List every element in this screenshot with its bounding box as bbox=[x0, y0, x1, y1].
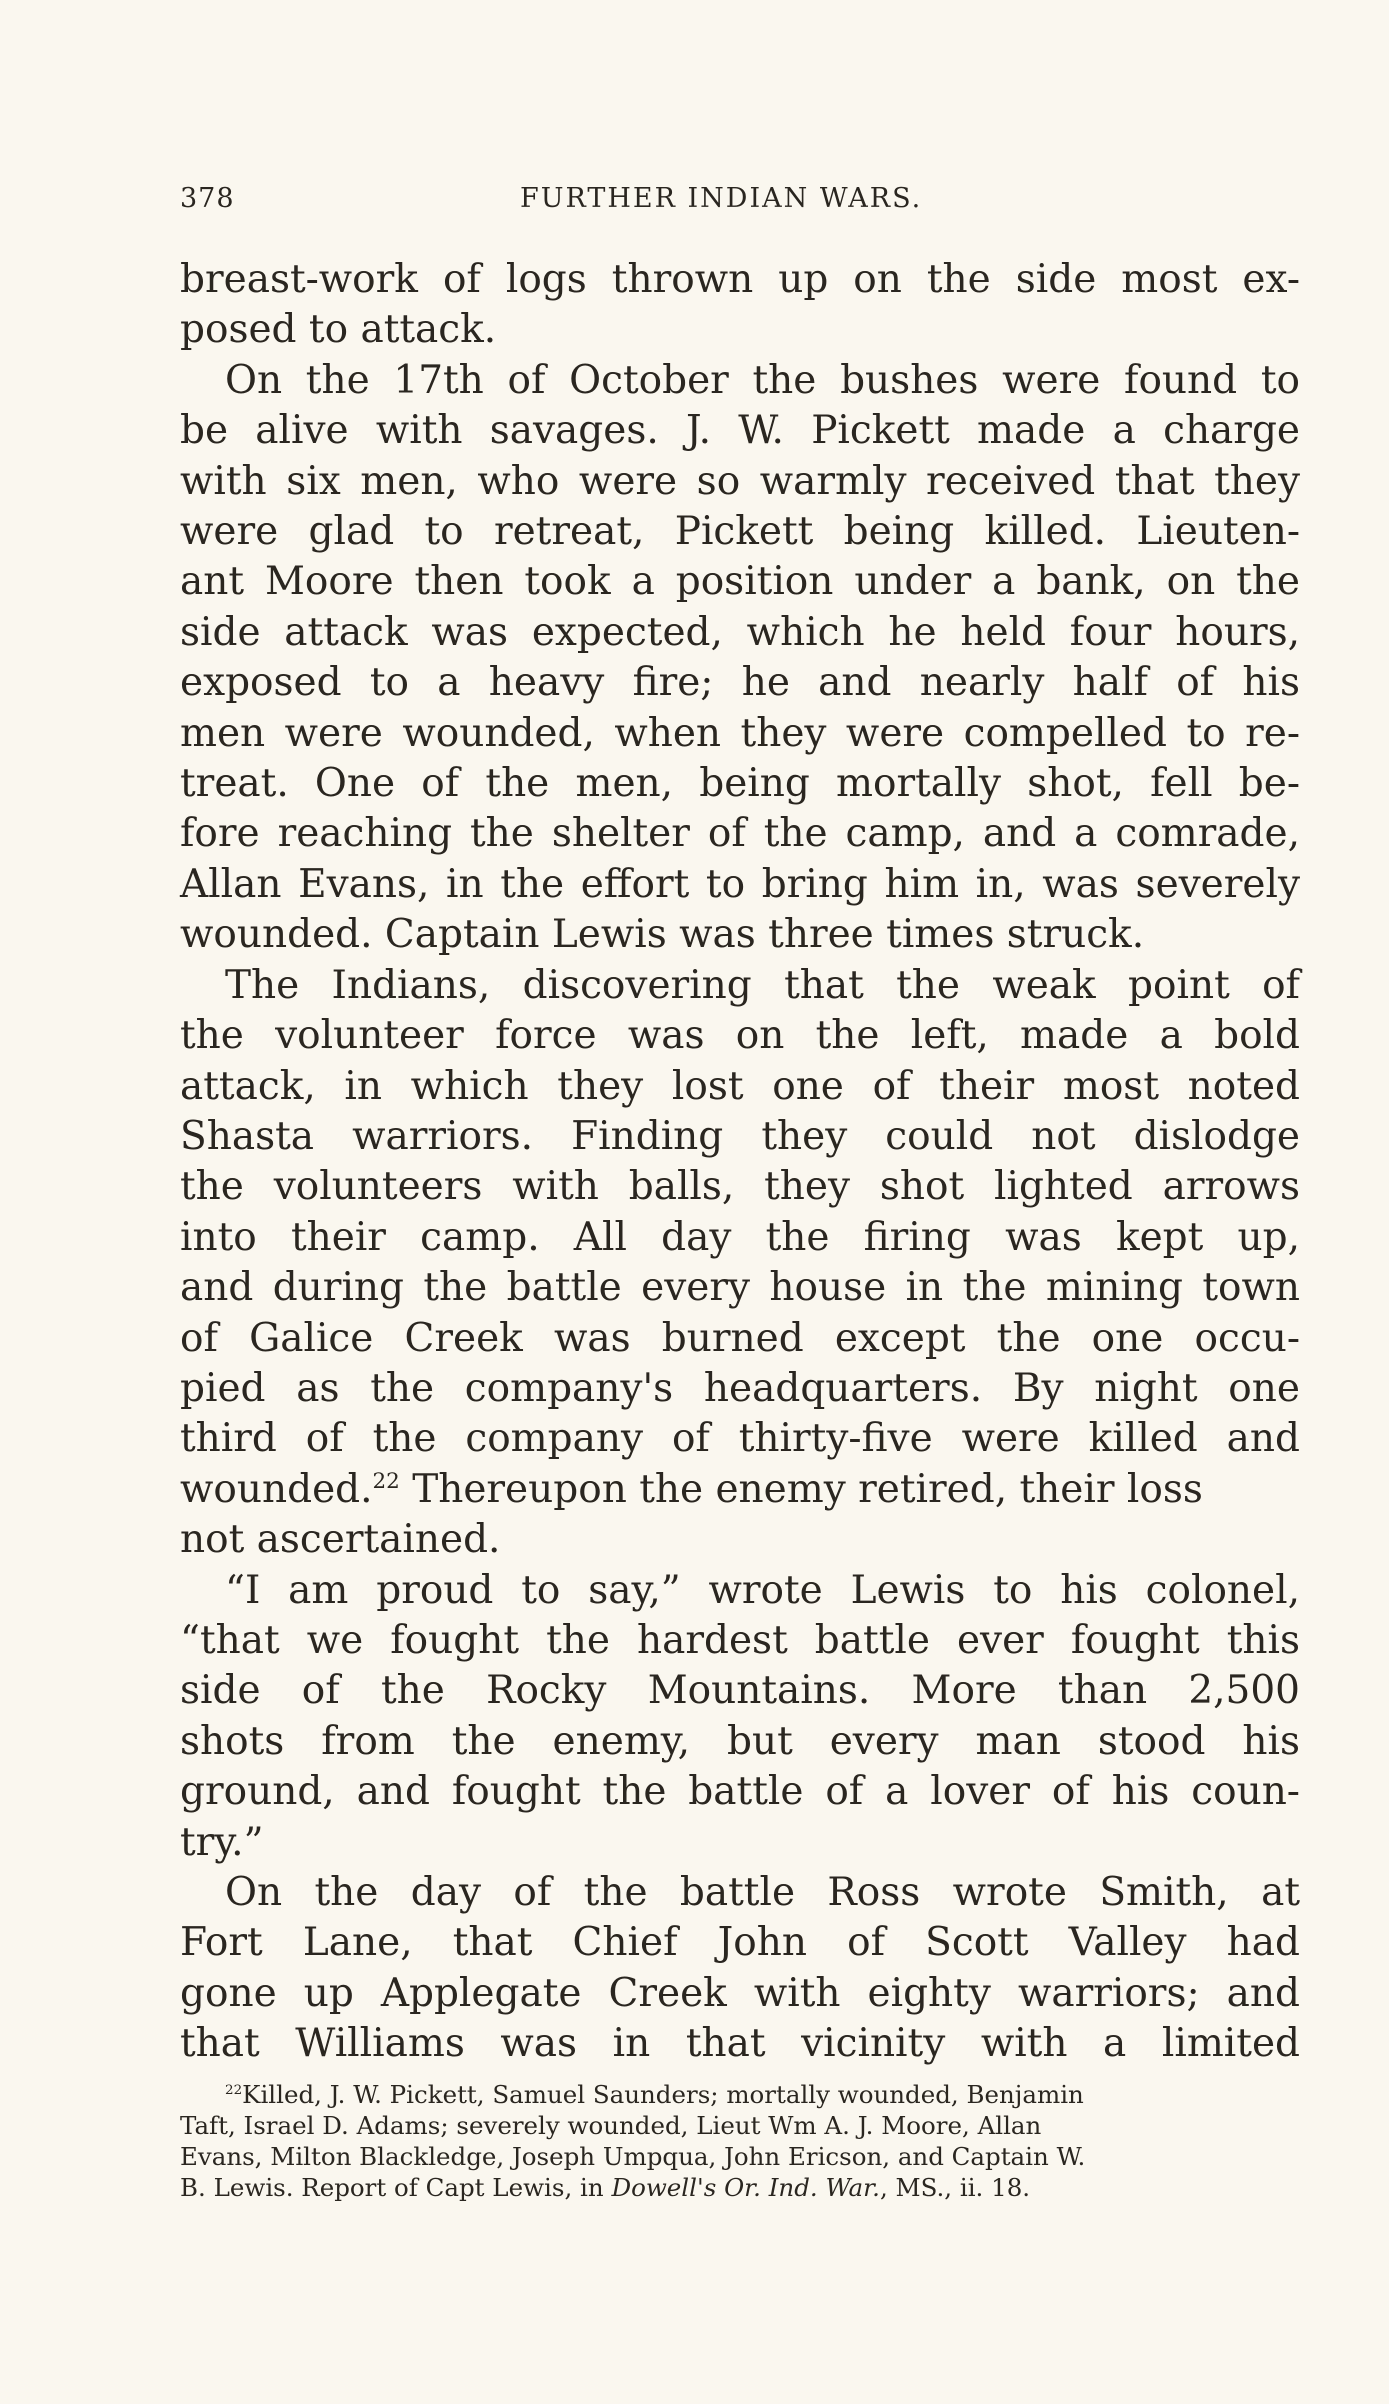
page-header bbox=[180, 183, 1300, 219]
text-line: the volunteers with balls, they shot lighted arrows bbox=[180, 1164, 1300, 1210]
footnote-reference: 22 bbox=[372, 1468, 400, 1494]
text-line: third of the company of thirty-five were killed and bbox=[180, 1416, 1300, 1462]
footnote bbox=[180, 2079, 1300, 2203]
text-line: On the 17th of October the bushes were found to bbox=[225, 357, 1300, 403]
text-line: not ascertained. bbox=[180, 1517, 501, 1563]
footnote-line bbox=[180, 2172, 1300, 2203]
text-line: that Williams was in that vicinity with a limited bbox=[180, 2021, 1300, 2067]
text-line: Fort Lane, that Chief John of Scott Valley had bbox=[180, 1920, 1300, 1966]
text-line: ground, and fought the battle of a lover of his coun- bbox=[180, 1769, 1300, 1815]
text-line: “that we fought the hardest battle ever fought this bbox=[180, 1617, 1300, 1663]
text-line: side attack was expected, which he held four hours, bbox=[180, 609, 1300, 655]
text-fragment: B. Lewis. Report of Capt Lewis, in bbox=[180, 2173, 612, 2202]
text-line: pied as the company's headquarters. By night one bbox=[180, 1365, 1300, 1411]
text-line: fore reaching the shelter of the camp, and a comrade, bbox=[180, 811, 1300, 857]
text-line: wounded. Captain Lewis was three times struck. bbox=[180, 912, 1145, 958]
text-line: On the day of the battle Ross wrote Smith, at bbox=[225, 1870, 1300, 1915]
footnote-line: Taft, Israel D. Adams; severely wounded, Lieut Wm A. J. Moore, Allan bbox=[180, 2111, 1042, 2140]
citation-title: Dowell's Or. Ind. War. bbox=[611, 2173, 880, 2202]
text-line: try.” bbox=[180, 1819, 264, 1865]
text-line: into their camp. All day the firing was kept up, bbox=[180, 1214, 1300, 1260]
text-fragment: Thereupon the enemy retired, their loss bbox=[399, 1466, 1203, 1512]
text-line: were glad to retreat, Pickett being killed. Lieuten- bbox=[180, 509, 1300, 555]
text-line: gone up Applegate Creek with eighty warriors; and bbox=[180, 1970, 1300, 2016]
text-line: posed to attack. bbox=[180, 307, 497, 353]
text-line: of Galice Creek was burned except the one occu- bbox=[180, 1315, 1300, 1361]
text-fragment: , MS., ii. 18. bbox=[879, 2173, 1031, 2202]
text-line: Shasta warriors. Finding they could not dislodge bbox=[180, 1113, 1300, 1159]
text-line: “I am proud to say,” wrote Lewis to his colonel, bbox=[225, 1567, 1300, 1613]
text-line: ant Moore then took a position under a bank, on the bbox=[180, 559, 1300, 605]
text-line: be alive with savages. J. W. Pickett made a charge bbox=[180, 408, 1300, 454]
text-line: men were wounded, when they were compelled to re- bbox=[180, 710, 1300, 756]
text-line: treat. One of the men, being mortally shot, fell be- bbox=[180, 761, 1300, 807]
text-line: the volunteer force was on the left, made a bold bbox=[180, 1013, 1300, 1059]
text-line bbox=[180, 1465, 1300, 1515]
text-line: Allan Evans, in the effort to bring him in, was severely bbox=[180, 861, 1300, 907]
text-line: The Indians, discovering that the weak point of bbox=[225, 962, 1300, 1008]
text-line: attack, in which they lost one of their most noted bbox=[180, 1063, 1300, 1109]
text-line: breast-work of logs thrown up on the side most ex- bbox=[180, 257, 1300, 302]
text-line: shots from the enemy, but every man stood his bbox=[180, 1718, 1300, 1764]
text-line: and during the battle every house in the mining town bbox=[180, 1265, 1300, 1311]
text-line: with six men, who were so warmly received that they bbox=[180, 458, 1300, 504]
footnote-marker: 22 bbox=[225, 2081, 243, 2098]
text-line: exposed to a heavy fire; he and nearly half of his bbox=[180, 660, 1300, 706]
running-head: FURTHER INDIAN WARS. bbox=[520, 183, 923, 214]
text-line: side of the Rocky Mountains. More than 2,500 bbox=[180, 1668, 1300, 1714]
body-text bbox=[180, 255, 1300, 2070]
text-fragment: Killed, J. W. Pickett, Samuel Saunders; mortally wounded, Benjamin bbox=[242, 2080, 1084, 2109]
page-number: 378 bbox=[180, 183, 235, 214]
footnote-line: Evans, Milton Blackledge, Joseph Umpqua, John Ericson, and Captain W. bbox=[180, 2142, 1086, 2171]
text-fragment: wounded. bbox=[180, 1466, 373, 1512]
footnote-line bbox=[180, 2079, 1300, 2110]
